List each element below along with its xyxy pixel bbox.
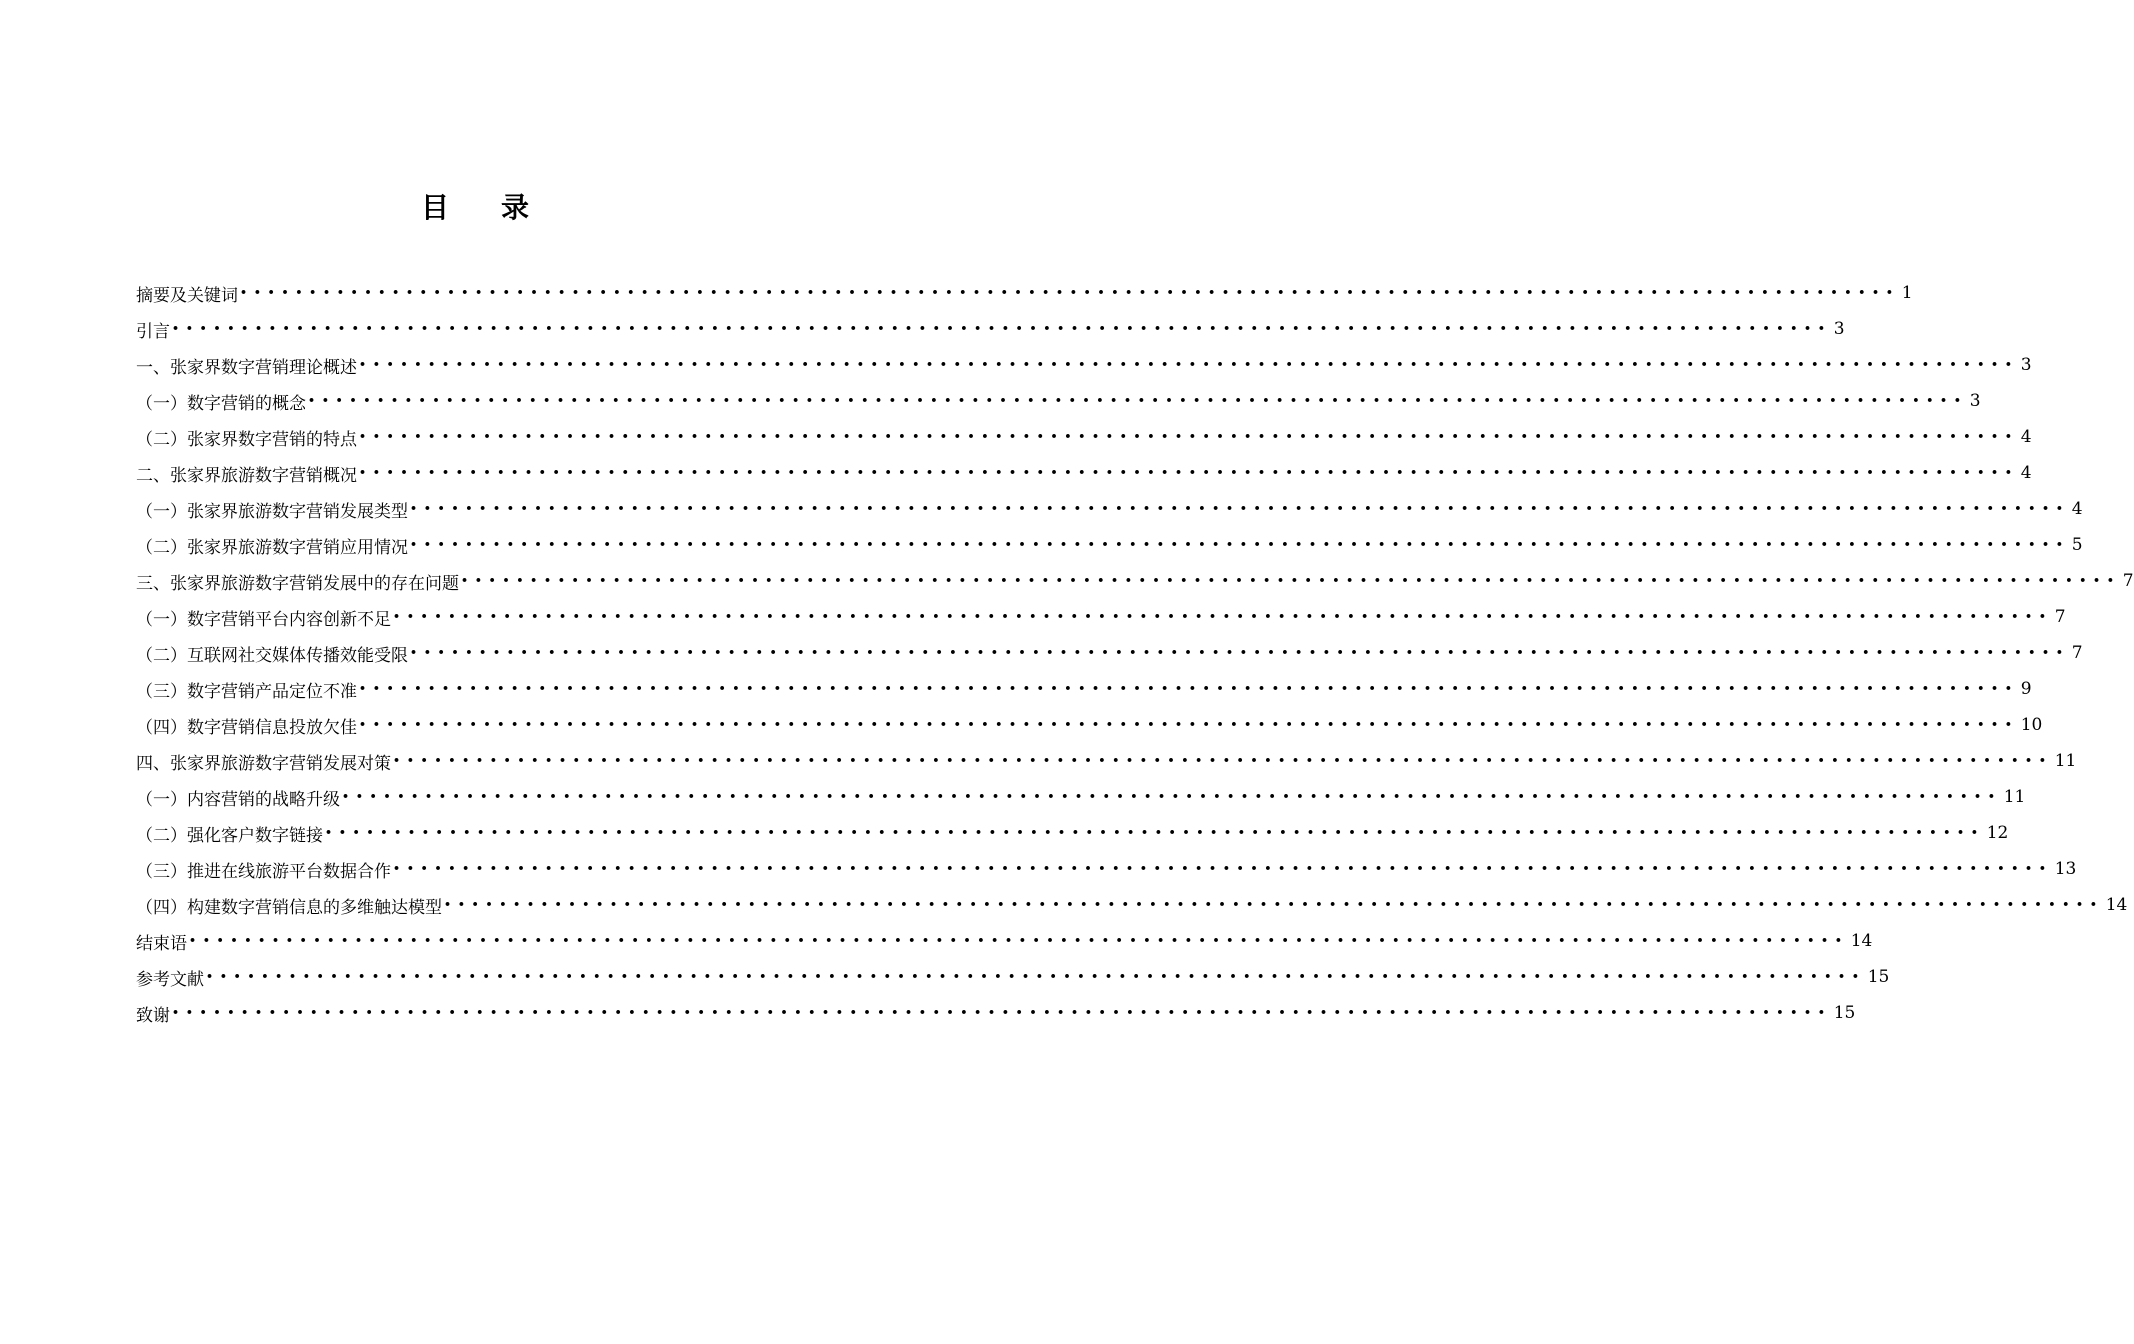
toc-entry[interactable] [136, 419, 2032, 455]
toc-entry-page-number: 10 [2020, 715, 2043, 735]
toc-entry-page-number: 14 [1850, 931, 1873, 951]
toc-entry-page-number: 11 [2054, 751, 2077, 771]
toc-entry[interactable] [136, 275, 1913, 311]
toc-entry-page-number: 13 [2054, 859, 2077, 879]
toc-entry-label: 二、张家界旅游数字营销概况 [136, 465, 357, 486]
toc-entry-label: 四、张家界旅游数字营销发展对策 [136, 753, 391, 774]
title-char-right: 录 [501, 191, 530, 224]
toc-entry[interactable] [136, 491, 2083, 527]
toc-dot-leader: •••••••••••••••••••••••••••••••••••••••••••••••••••••••••••••••••••••••••••••••••••••••••••••••••••••••••••••••••••••••• [325, 826, 1985, 839]
toc-entry[interactable] [136, 995, 1856, 1031]
toc-entry-label: 一、张家界数字营销理论概述 [136, 357, 357, 378]
toc-dot-leader: •••••••••••••••••••••••••••••••••••••••••••••••••••••••••••••••••••••••••••••••••••••••••••••••••••••••••••••••••••••••• [359, 358, 2019, 371]
toc-entry-page-number: 3 [1833, 319, 1845, 339]
toc-dot-leader: •••••••••••••••••••••••••••••••••••••••••••••••••••••••••••••••••••••••••••••••••••••••••••••••••••••••••••••••••••••••• [172, 322, 1832, 335]
toc-entry-page-number: 11 [2003, 787, 2026, 807]
toc-entry[interactable] [136, 707, 2043, 743]
toc-dot-leader: •••••••••••••••••••••••••••••••••••••••••••••••••••••••••••••••••••••••••••••••••••••••••••••••••••••••••••••••••••••••• [444, 898, 2104, 911]
toc-entry[interactable] [136, 599, 2066, 635]
toc-entry[interactable] [136, 959, 1890, 995]
toc-entry[interactable] [136, 815, 2009, 851]
table-of-contents [136, 275, 2134, 1031]
toc-entry-page-number: 3 [1969, 391, 1981, 411]
toc-dot-leader: •••••••••••••••••••••••••••••••••••••••••••••••••••••••••••••••••••••••••••••••••••••••••••••••••••••••••••••••••••••••• [206, 970, 1866, 983]
toc-dot-leader: •••••••••••••••••••••••••••••••••••••••••••••••••••••••••••••••••••••••••••••••••••••••••••••••••••••••••••••••••••••••• [393, 754, 2053, 767]
toc-entry-label: 引言 [136, 321, 170, 342]
page-title [0, 186, 950, 226]
toc-entry-page-number: 4 [2071, 499, 2083, 519]
toc-entry[interactable] [136, 635, 2083, 671]
toc-entry[interactable] [136, 923, 1873, 959]
toc-entry[interactable] [136, 851, 2077, 887]
toc-dot-leader: •••••••••••••••••••••••••••••••••••••••••••••••••••••••••••••••••••••••••••••••••••••••••••••••••••••••••••••••••••••••• [393, 610, 2053, 623]
toc-dot-leader: •••••••••••••••••••••••••••••••••••••••••••••••••••••••••••••••••••••••••••••••••••••••••••••••••••••••••••••••••••••••• [359, 682, 2019, 695]
toc-entry-label: （三）数字营销产品定位不准 [136, 681, 357, 702]
toc-entry-label: （二）张家界数字营销的特点 [136, 429, 357, 450]
toc-entry[interactable] [136, 527, 2083, 563]
toc-entry-label: （二）张家界旅游数字营销应用情况 [136, 537, 408, 558]
toc-dot-leader: •••••••••••••••••••••••••••••••••••••••••••••••••••••••••••••••••••••••••••••••••••••••••••••••••••••••••••••••••••••••• [189, 934, 1849, 947]
toc-entry-label: （一）内容营销的战略升级 [136, 789, 340, 810]
toc-entry-label: （四）数字营销信息投放欠佳 [136, 717, 357, 738]
toc-entry[interactable] [136, 743, 2077, 779]
toc-dot-leader: •••••••••••••••••••••••••••••••••••••••••••••••••••••••••••••••••••••••••••••••••••••••••••••••••••••••••••••••••••••••• [172, 1006, 1832, 1019]
toc-entry-page-number: 9 [2020, 679, 2032, 699]
toc-entry[interactable] [136, 347, 2032, 383]
toc-entry-label: （一）张家界旅游数字营销发展类型 [136, 501, 408, 522]
toc-dot-leader: •••••••••••••••••••••••••••••••••••••••••••••••••••••••••••••••••••••••••••••••••••••••••••••••••••••••••••••••••••••••• [359, 718, 2019, 731]
toc-entry-page-number: 3 [2020, 355, 2032, 375]
toc-entry-page-number: 7 [2122, 571, 2134, 591]
toc-entry-label: （一）数字营销平台内容创新不足 [136, 609, 391, 630]
toc-entry-label: （二）强化客户数字链接 [136, 825, 323, 846]
toc-entry-page-number: 14 [2105, 895, 2128, 915]
toc-dot-leader: •••••••••••••••••••••••••••••••••••••••••••••••••••••••••••••••••••••••••••••••••••••••••••••••••••••••••••••••••••••••• [308, 394, 1968, 407]
toc-dot-leader: •••••••••••••••••••••••••••••••••••••••••••••••••••••••••••••••••••••••••••••••••••••••••••••••••••••••••••••••••••••••• [359, 466, 2019, 479]
toc-dot-leader: •••••••••••••••••••••••••••••••••••••••••••••••••••••••••••••••••••••••••••••••••••••••••••••••••••••••••••••••••••••••• [410, 646, 2070, 659]
toc-entry-page-number: 1 [1901, 283, 1913, 303]
toc-dot-leader: •••••••••••••••••••••••••••••••••••••••••••••••••••••••••••••••••••••••••••••••••••••••••••••••••••••••••••••••••••••••• [359, 430, 2019, 443]
toc-entry-page-number: 12 [1986, 823, 2009, 843]
toc-entry[interactable] [136, 563, 2134, 599]
toc-entry-label: （二）互联网社交媒体传播效能受限 [136, 645, 408, 666]
toc-entry-label: 三、张家界旅游数字营销发展中的存在问题 [136, 573, 459, 594]
toc-entry[interactable] [136, 779, 2026, 815]
toc-dot-leader: •••••••••••••••••••••••••••••••••••••••••••••••••••••••••••••••••••••••••••••••••••••••••••••••••••••••••••••••••••••••• [410, 502, 2070, 515]
title-char-left: 目 [420, 191, 449, 224]
toc-entry-page-number: 5 [2071, 535, 2083, 555]
toc-entry-page-number: 15 [1833, 1003, 1856, 1023]
toc-entry-label: （一）数字营销的概念 [136, 393, 306, 414]
toc-dot-leader: •••••••••••••••••••••••••••••••••••••••••••••••••••••••••••••••••••••••••••••••••••••••••••••••••••••••••••••••••••••••• [461, 574, 2121, 587]
toc-entry-page-number: 7 [2071, 643, 2083, 663]
toc-entry[interactable] [136, 455, 2032, 491]
toc-entry-label: （四）构建数字营销信息的多维触达模型 [136, 897, 442, 918]
toc-entry[interactable] [136, 311, 1845, 347]
toc-entry-page-number: 15 [1867, 967, 1890, 987]
toc-entry-page-number: 4 [2020, 463, 2032, 483]
toc-dot-leader: •••••••••••••••••••••••••••••••••••••••••••••••••••••••••••••••••••••••••••••••••••••••••••••••••••••••••••••••••••••••• [410, 538, 2070, 551]
toc-entry-label: （三）推进在线旅游平台数据合作 [136, 861, 391, 882]
toc-entry[interactable] [136, 671, 2032, 707]
toc-entry-page-number: 4 [2020, 427, 2032, 447]
toc-dot-leader: •••••••••••••••••••••••••••••••••••••••••••••••••••••••••••••••••••••••••••••••••••••••••••••••••••••••••••••••••••••••• [393, 862, 2053, 875]
toc-entry[interactable] [136, 383, 1981, 419]
toc-entry-label: 参考文献 [136, 969, 204, 990]
toc-entry-label: 致谢 [136, 1005, 170, 1026]
toc-entry-page-number: 7 [2054, 607, 2066, 627]
toc-entry[interactable] [136, 887, 2128, 923]
toc-entry-label: 摘要及关键词 [136, 285, 238, 306]
toc-entry-label: 结束语 [136, 933, 187, 954]
toc-dot-leader: •••••••••••••••••••••••••••••••••••••••••••••••••••••••••••••••••••••••••••••••••••••••••••••••••••••••••••••••••••••••• [342, 790, 2002, 803]
toc-dot-leader: •••••••••••••••••••••••••••••••••••••••••••••••••••••••••••••••••••••••••••••••••••••••••••••••••••••••••••••••••••••••• [240, 286, 1900, 299]
